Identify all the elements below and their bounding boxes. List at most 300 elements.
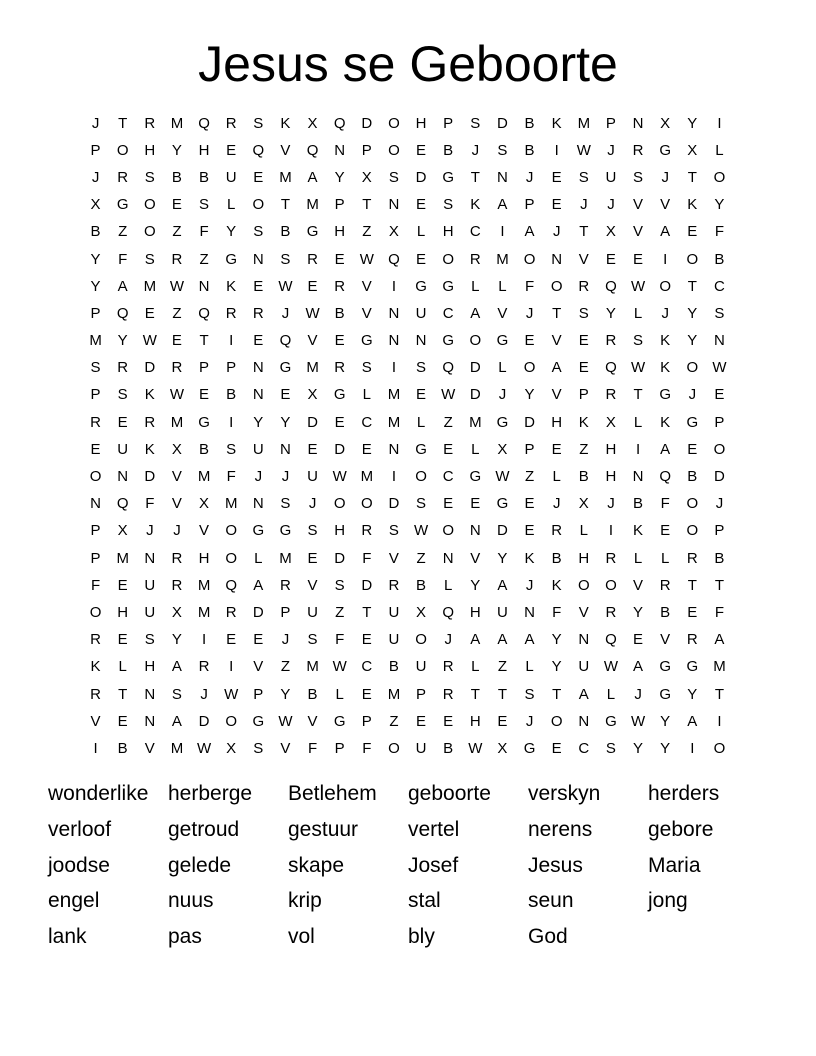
grid-letter: R bbox=[334, 277, 346, 295]
grid-letter: Q bbox=[252, 141, 265, 159]
grid-letter: S bbox=[334, 576, 345, 594]
grid-letter: S bbox=[388, 522, 399, 540]
grid-letter: G bbox=[469, 468, 482, 486]
grid-letter: I bbox=[391, 359, 397, 377]
grid-letter: V bbox=[551, 332, 562, 350]
grid-letter: M bbox=[170, 114, 184, 132]
grid-letter: B bbox=[307, 685, 318, 703]
grid-letter: U bbox=[117, 440, 129, 458]
grid-letter: T bbox=[552, 304, 562, 322]
grid-letter: L bbox=[254, 549, 263, 567]
word-list-item: God bbox=[528, 925, 568, 949]
grid-letter: C bbox=[578, 739, 590, 757]
grid-letter: H bbox=[144, 658, 156, 676]
word-list-item: Betlehem bbox=[288, 782, 377, 805]
grid-letter: N bbox=[497, 168, 508, 186]
grid-letter: R bbox=[659, 576, 671, 594]
grid-letter: E bbox=[144, 304, 155, 322]
grid-letter: I bbox=[635, 440, 641, 458]
grid-letter: X bbox=[171, 603, 182, 621]
grid-letter: N bbox=[469, 522, 481, 540]
grid-letter: N bbox=[632, 114, 644, 132]
grid-letter: I bbox=[608, 522, 614, 540]
grid-letter: R bbox=[225, 603, 237, 621]
grid-letter: L bbox=[633, 304, 643, 322]
grid-letter: O bbox=[225, 712, 238, 730]
word-list-item: nuus bbox=[168, 889, 214, 913]
grid-letter: F bbox=[335, 631, 345, 649]
grid-letter: J bbox=[661, 168, 669, 186]
grid-letter: N bbox=[252, 250, 264, 268]
grid-letter: S bbox=[144, 250, 155, 268]
grid-letter: U bbox=[415, 658, 427, 676]
grid-letter: I bbox=[229, 413, 234, 431]
word-list-item: geboorte bbox=[408, 782, 491, 805]
grid-letter: Y bbox=[687, 685, 698, 703]
grid-row bbox=[82, 219, 733, 246]
grid-letter: M bbox=[197, 576, 211, 594]
grid-row bbox=[82, 599, 733, 626]
grid-letter: D bbox=[388, 495, 400, 513]
grid-letter: B bbox=[687, 468, 698, 486]
grid-letter: B bbox=[334, 304, 345, 322]
grid-letter: G bbox=[279, 359, 292, 377]
grid-letter: J bbox=[525, 168, 534, 186]
grid-letter: W bbox=[278, 712, 293, 730]
grid-letter: J bbox=[498, 386, 507, 404]
grid-letter: J bbox=[552, 495, 561, 513]
grid-letter: F bbox=[307, 739, 318, 757]
grid-letter: N bbox=[144, 712, 156, 730]
grid-letter: G bbox=[333, 386, 346, 404]
grid-row bbox=[82, 681, 733, 708]
grid-letter: D bbox=[334, 549, 346, 567]
grid-letter: K bbox=[470, 196, 481, 214]
grid-letter: R bbox=[632, 141, 644, 159]
grid-letter: C bbox=[442, 468, 454, 486]
grid-letter: K bbox=[524, 549, 535, 567]
grid-letter: G bbox=[116, 196, 129, 214]
grid-letter: A bbox=[171, 712, 182, 730]
grid-letter: V bbox=[388, 549, 399, 567]
word-list-item: herders bbox=[648, 782, 720, 805]
word-list-item: pas bbox=[168, 925, 202, 949]
grid-letter: E bbox=[416, 712, 427, 730]
grid-letter: Q bbox=[659, 468, 672, 486]
grid-letter: O bbox=[143, 196, 156, 214]
grid-letter: M bbox=[279, 549, 292, 567]
grid-letter: W bbox=[332, 658, 347, 676]
grid-letter: K bbox=[90, 658, 101, 676]
grid-letter: E bbox=[660, 522, 671, 540]
grid-letter: S bbox=[280, 495, 291, 513]
grid-letter: G bbox=[442, 332, 455, 350]
grid-letter: L bbox=[633, 549, 643, 567]
grid-letter: N bbox=[388, 332, 400, 350]
grid-letter: Q bbox=[442, 359, 455, 377]
grid-letter: E bbox=[334, 250, 345, 268]
grid-letter: B bbox=[90, 223, 101, 241]
grid-letter: L bbox=[227, 196, 236, 214]
grid-letter: O bbox=[225, 549, 238, 567]
grid-letter: N bbox=[714, 332, 725, 350]
grid-letter: D bbox=[469, 359, 481, 377]
word-list-item: vol bbox=[288, 925, 315, 949]
grid-letter: I bbox=[391, 277, 397, 295]
grid-letter: F bbox=[145, 495, 155, 513]
grid-letter: Q bbox=[306, 141, 319, 159]
grid-letter: Y bbox=[714, 196, 725, 214]
grid-letter: E bbox=[361, 685, 372, 703]
grid-letter: X bbox=[416, 603, 427, 621]
grid-letter: H bbox=[578, 549, 590, 567]
grid-letter: D bbox=[334, 440, 346, 458]
grid-letter: G bbox=[306, 223, 319, 241]
grid-letter: U bbox=[388, 603, 400, 621]
grid-letter: T bbox=[497, 685, 508, 703]
grid-letter: L bbox=[416, 413, 426, 431]
grid-letter: T bbox=[714, 576, 725, 594]
grid-letter: R bbox=[198, 658, 210, 676]
grid-letter: O bbox=[388, 114, 400, 132]
grid-letter: M bbox=[143, 277, 157, 295]
grid-letter: J bbox=[661, 304, 669, 322]
grid-letter: B bbox=[280, 223, 291, 241]
grid-letter: R bbox=[171, 359, 183, 377]
word-list-item: herberge bbox=[168, 782, 253, 805]
grid-letter: U bbox=[144, 603, 156, 621]
grid-letter: U bbox=[497, 603, 508, 621]
grid-letter: R bbox=[469, 250, 481, 268]
grid-letter: A bbox=[117, 277, 128, 295]
word-list-item: Jesus bbox=[528, 853, 583, 877]
grid-letter: K bbox=[144, 386, 155, 404]
grid-letter: X bbox=[497, 440, 508, 458]
grid-letter: E bbox=[334, 413, 345, 431]
grid-letter: Q bbox=[116, 304, 129, 322]
grid-letter: J bbox=[444, 631, 452, 649]
grid-letter: H bbox=[144, 141, 156, 159]
grid-letter: E bbox=[361, 440, 372, 458]
grid-letter: V bbox=[578, 603, 589, 621]
word-list-item: getroud bbox=[168, 817, 240, 841]
grid-letter: B bbox=[551, 549, 562, 567]
grid-letter: N bbox=[252, 359, 264, 377]
grid-letter: R bbox=[90, 413, 101, 431]
grid-row bbox=[82, 110, 733, 137]
grid-letter: S bbox=[144, 631, 155, 649]
grid-letter: W bbox=[332, 468, 347, 486]
grid-letter: X bbox=[171, 440, 182, 458]
grid-letter: J bbox=[281, 631, 290, 649]
grid-letter: G bbox=[252, 522, 265, 540]
word-list-item: nerens bbox=[528, 817, 593, 841]
grid-letter: N bbox=[198, 277, 210, 295]
grid-letter: E bbox=[253, 168, 264, 186]
grid-letter: S bbox=[226, 440, 237, 458]
grid-letter: G bbox=[496, 495, 509, 513]
grid-letter: O bbox=[686, 359, 699, 377]
grid-letter: Y bbox=[497, 549, 508, 567]
grid-letter: A bbox=[497, 576, 508, 594]
grid-letter: S bbox=[416, 359, 427, 377]
grid-letter: X bbox=[117, 522, 128, 540]
grid-letter: O bbox=[577, 576, 590, 594]
grid-letter: M bbox=[306, 359, 319, 377]
grid-letter: Y bbox=[90, 250, 101, 268]
grid-letter: R bbox=[686, 549, 698, 567]
grid-letter: G bbox=[415, 440, 427, 458]
grid-letter: K bbox=[551, 114, 562, 132]
grid-letter: E bbox=[470, 495, 481, 513]
grid-letter: P bbox=[524, 440, 535, 458]
grid-letter: P bbox=[199, 359, 210, 377]
grid-letter: F bbox=[199, 223, 209, 241]
grid-letter: T bbox=[714, 685, 725, 703]
grid-letter: S bbox=[361, 359, 372, 377]
grid-letter: S bbox=[307, 522, 318, 540]
grid-letter: O bbox=[388, 141, 400, 159]
grid-row bbox=[82, 654, 733, 681]
grid-letter: D bbox=[361, 576, 373, 594]
word-list-item: gebore bbox=[648, 817, 714, 841]
grid-letter: U bbox=[307, 468, 318, 486]
grid-letter: X bbox=[199, 495, 210, 513]
grid-letter: D bbox=[497, 522, 508, 540]
grid-letter: L bbox=[498, 277, 507, 295]
grid-letter: M bbox=[360, 468, 374, 486]
grid-letter: O bbox=[415, 468, 427, 486]
grid-letter: O bbox=[605, 576, 617, 594]
grid-letter: L bbox=[118, 658, 127, 676]
grid-letter: V bbox=[497, 304, 508, 322]
grid-letter: R bbox=[307, 250, 318, 268]
grid-letter: T bbox=[552, 685, 562, 703]
grid-letter: J bbox=[146, 522, 154, 540]
grid-letter: A bbox=[497, 196, 508, 214]
grid-letter: T bbox=[579, 223, 589, 241]
grid-letter: P bbox=[524, 196, 535, 214]
grid-letter: E bbox=[443, 440, 454, 458]
grid-letter: P bbox=[90, 549, 101, 567]
grid-letter: V bbox=[253, 658, 264, 676]
grid-letter: H bbox=[198, 549, 210, 567]
grid-letter: V bbox=[144, 739, 155, 757]
grid-letter: E bbox=[443, 712, 454, 730]
grid-letter: L bbox=[335, 685, 344, 703]
grid-letter: A bbox=[524, 631, 535, 649]
grid-letter: H bbox=[117, 603, 129, 621]
grid-letter: P bbox=[443, 114, 454, 132]
letter-grid bbox=[82, 110, 733, 763]
grid-letter: N bbox=[551, 250, 563, 268]
grid-letter: R bbox=[171, 576, 183, 594]
grid-letter: D bbox=[144, 468, 156, 486]
grid-row bbox=[82, 273, 733, 300]
grid-letter: I bbox=[229, 332, 234, 350]
grid-letter: A bbox=[470, 304, 481, 322]
grid-row bbox=[82, 246, 733, 273]
grid-letter: J bbox=[281, 468, 290, 486]
grid-letter: E bbox=[551, 196, 562, 214]
grid-letter: R bbox=[334, 359, 346, 377]
grid-row bbox=[82, 192, 733, 219]
grid-letter: L bbox=[444, 576, 453, 594]
grid-letter: E bbox=[117, 576, 128, 594]
grid-letter: O bbox=[713, 440, 726, 458]
grid-letter: E bbox=[551, 168, 562, 186]
word-list bbox=[48, 777, 778, 956]
grid-letter: Y bbox=[253, 413, 264, 431]
page-title: Jesus se Geboorte bbox=[198, 36, 618, 92]
grid-letter: I bbox=[229, 658, 234, 676]
grid-letter: P bbox=[334, 196, 345, 214]
word-list-item: verloof bbox=[48, 817, 112, 841]
word-list-item: vertel bbox=[408, 817, 460, 841]
grid-letter: V bbox=[633, 576, 644, 594]
grid-letter: O bbox=[523, 359, 536, 377]
grid-letter: G bbox=[496, 413, 509, 431]
grid-letter: O bbox=[89, 468, 102, 486]
grid-letter: H bbox=[442, 223, 454, 241]
grid-letter: B bbox=[443, 141, 454, 159]
grid-letter: B bbox=[199, 440, 210, 458]
grid-letter: Y bbox=[171, 631, 182, 649]
grid-letter: G bbox=[496, 332, 509, 350]
grid-letter: X bbox=[307, 386, 318, 404]
grid-letter: L bbox=[661, 549, 670, 567]
grid-letter: J bbox=[688, 386, 697, 404]
grid-letter: F bbox=[552, 603, 562, 621]
grid-letter: H bbox=[551, 413, 563, 431]
grid-letter: C bbox=[361, 413, 373, 431]
grid-letter: V bbox=[171, 468, 182, 486]
grid-letter: R bbox=[144, 413, 156, 431]
grid-letter: P bbox=[90, 141, 101, 159]
grid-letter: Y bbox=[226, 223, 237, 241]
grid-letter: Y bbox=[171, 141, 182, 159]
grid-letter: C bbox=[469, 223, 481, 241]
grid-letter: Q bbox=[116, 495, 129, 513]
grid-letter: J bbox=[471, 141, 480, 159]
grid-letter: F bbox=[714, 603, 725, 621]
grid-letter: P bbox=[334, 739, 345, 757]
grid-letter: D bbox=[361, 114, 373, 132]
grid-letter: H bbox=[334, 522, 346, 540]
grid-letter: D bbox=[714, 468, 725, 486]
grid-letter: E bbox=[687, 223, 698, 241]
word-list-item: verskyn bbox=[528, 782, 601, 805]
grid-letter: E bbox=[605, 250, 616, 268]
grid-letter: F bbox=[362, 739, 372, 757]
grid-letter: C bbox=[442, 304, 454, 322]
grid-letter: T bbox=[470, 168, 480, 186]
grid-letter: X bbox=[660, 114, 671, 132]
grid-letter: E bbox=[633, 250, 644, 268]
grid-letter: E bbox=[524, 495, 535, 513]
grid-letter: A bbox=[660, 223, 671, 241]
grid-letter: V bbox=[307, 332, 318, 350]
grid-letter: B bbox=[714, 549, 725, 567]
grid-letter: Y bbox=[633, 739, 644, 757]
grid-letter: U bbox=[605, 168, 617, 186]
grid-letter: U bbox=[307, 603, 318, 621]
grid-letter: E bbox=[280, 386, 291, 404]
grid-letter: L bbox=[525, 658, 534, 676]
grid-letter: R bbox=[171, 549, 183, 567]
grid-letter: D bbox=[144, 359, 156, 377]
grid-letter: J bbox=[91, 114, 100, 132]
grid-letter: W bbox=[305, 304, 320, 322]
grid-letter: M bbox=[279, 168, 292, 186]
grid-letter: L bbox=[498, 359, 507, 377]
grid-letter: G bbox=[686, 658, 699, 676]
grid-letter: Q bbox=[225, 576, 238, 594]
grid-letter: M bbox=[577, 114, 591, 132]
grid-letter: R bbox=[605, 603, 617, 621]
grid-letter: G bbox=[415, 277, 427, 295]
grid-letter: A bbox=[660, 440, 671, 458]
grid-row bbox=[82, 164, 733, 191]
grid-letter: P bbox=[714, 413, 725, 431]
grid-letter: W bbox=[495, 468, 510, 486]
grid-letter: F bbox=[90, 576, 101, 594]
grid-letter: N bbox=[578, 631, 590, 649]
grid-letter: Y bbox=[470, 576, 481, 594]
grid-letter: G bbox=[252, 712, 265, 730]
grid-letter: K bbox=[660, 413, 671, 431]
grid-letter: W bbox=[603, 658, 619, 676]
word-list-item: bly bbox=[408, 925, 435, 949]
grid-letter: V bbox=[280, 141, 291, 159]
grid-row bbox=[82, 491, 733, 518]
grid-letter: K bbox=[551, 576, 562, 594]
grid-letter: T bbox=[362, 196, 372, 214]
grid-letter: T bbox=[199, 332, 209, 350]
grid-letter: Y bbox=[280, 413, 291, 431]
grid-letter: Y bbox=[660, 739, 671, 757]
grid-letter: S bbox=[497, 141, 508, 159]
grid-letter: D bbox=[415, 168, 427, 186]
grid-letter: O bbox=[415, 631, 427, 649]
grid-letter: O bbox=[252, 196, 265, 214]
grid-letter: S bbox=[578, 168, 589, 186]
grid-letter: V bbox=[171, 495, 182, 513]
grid-letter: W bbox=[712, 359, 727, 377]
grid-letter: D bbox=[252, 603, 264, 621]
grid-letter: H bbox=[415, 114, 427, 132]
grid-letter: D bbox=[497, 114, 508, 132]
grid-letter: X bbox=[605, 223, 616, 241]
grid-letter: Z bbox=[172, 223, 182, 241]
grid-letter: Z bbox=[335, 603, 345, 621]
grid-letter: K bbox=[660, 332, 671, 350]
grid-letter: R bbox=[117, 168, 129, 186]
grid-letter: X bbox=[90, 196, 101, 214]
grid-row bbox=[82, 518, 733, 545]
grid-letter: B bbox=[388, 658, 399, 676]
word-list-item: Maria bbox=[648, 853, 701, 877]
grid-letter: F bbox=[660, 495, 670, 513]
grid-letter: W bbox=[630, 277, 646, 295]
grid-letter: V bbox=[551, 386, 562, 404]
grid-letter: O bbox=[143, 223, 156, 241]
grid-letter: Z bbox=[280, 658, 291, 676]
grid-letter: R bbox=[280, 576, 291, 594]
grid-letter: S bbox=[605, 739, 616, 757]
grid-letter: W bbox=[359, 250, 374, 268]
grid-letter: S bbox=[714, 304, 725, 322]
